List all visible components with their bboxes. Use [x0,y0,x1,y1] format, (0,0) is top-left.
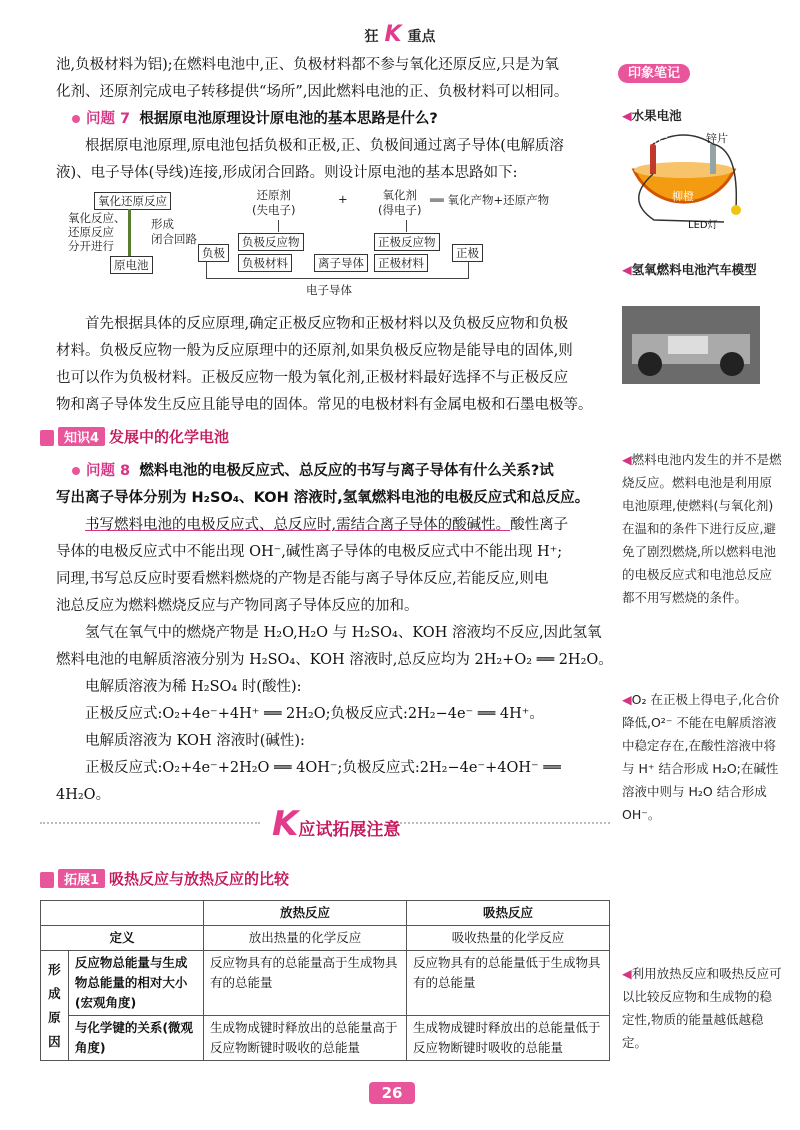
header-right: 重点 [407,29,436,45]
empty-cell [41,901,204,926]
table-row [41,951,610,1016]
box-cell: 原电池 [110,256,153,274]
box-neg-reactant: 负极反应物 [238,233,304,251]
note-text: 燃料电池内发生的并不是燃烧反应。燃料电池是利用原电池原理,使燃料(与氧化剂)在温和的条件下进行反应,避免了剧烈燃烧,所以燃料电池的电极反应式和电池总反应都不用写燃烧的条件。 [622,452,782,605]
split-text [68,211,126,253]
box-ion: 离子导体 [314,254,368,272]
text-line: 池总反应为燃料燃烧反应与产物同离子导体反应的加和。 [56,598,419,614]
box-pos-reactant: 正极反应物 [374,233,440,251]
fruit-battery-image [624,130,754,230]
note-header [618,62,690,81]
car-title [622,258,782,281]
paragraph-2 [56,311,616,419]
question-text: 写出离子导体分别为 H₂SO₄、KOH 溶液时,氢氧燃料电池的电极反应式和总反应。 [56,490,590,506]
car-chassis-illustration [622,306,760,384]
split-line: 分开进行 [68,239,114,253]
row-label: 与化学键的关系(微观角度) [68,1016,203,1061]
reductant-line: (失电子) [252,203,296,217]
text-line: 根据原电池原理,原电池包括负极和正极,正、负极间通过离子导体(电解质溶 [85,138,564,154]
label-cu: 铜片 [646,134,668,147]
text-line: 导体的电极反应式中不能出现 OH⁻,碱性离子导体的电极反应式中不能出现 H⁺; [56,544,563,560]
triangle-icon: ◀ [622,692,632,707]
form-line: 形成 [151,217,174,231]
triangle-icon: ◀ [622,108,632,123]
caption: 水果电池 [631,108,682,123]
question-tag: 问题 8 [86,463,131,479]
text-line: 化剂、还原剂完成电子转移提供“场所”,因此燃料电池的正、负极材料可以相同。 [56,84,569,100]
box-pos: 正极 [452,244,483,262]
header-endo: 吸热反应 [407,901,610,926]
question-tag: 问题 7 [86,111,131,127]
cell: 反应物具有的总能量低于生成物具有的总能量 [407,951,610,1016]
question-text: 燃料电池的电极反应式、总反应的书写与离子导体有什么关系?试 [139,463,554,479]
triangle-icon: ◀ [622,262,632,277]
connector [278,220,279,232]
page-number: 26 [369,1082,415,1104]
oxidant [378,188,421,218]
ext-1-heading [40,868,289,889]
label-zn: 锌片 [706,132,728,145]
header-k-logo: K [384,22,402,47]
box-pos-material: 正极材料 [374,254,428,272]
connector [206,262,207,278]
acid-equation: 正极反应式:O₂+4e⁻+4H⁺ ══ 2H₂O;负极反应式:2H₂−4e⁻ ══ 4H⁺。 [85,706,544,722]
section-tag: 知识4 [58,427,105,446]
plus-sign: + [338,192,348,206]
text-line: 首先根据具体的反应原理,确定正极反应物和正极材料以及负极反应物和负极 [85,316,569,332]
form-text [151,217,197,247]
text-line: 材料。负极反应物一般为反应原理中的还原剂,如果负极反应物是能导电的固体,则 [56,343,573,359]
section-tag: 拓展1 [58,869,105,888]
text-span: 酸性离子 [510,517,569,533]
text-line: 物和离子导体发生反应且能导电的固体。常见的电极材料有金属电极和石墨电极等。 [56,397,593,413]
side-note-1 [622,448,782,609]
oxidant-line: 氧化剂 [382,188,417,202]
label-orange: 柳橙 [672,190,694,203]
box-redox: 氧化还原反应 [94,192,171,210]
exam-banner [272,804,400,844]
main-top-text [56,52,616,106]
page-header [0,22,800,47]
table-header-row [41,901,610,926]
base-equation: 正极反应式:O₂+4e⁻+2H₂O ══ 4OH⁻;负极反应式:2H₂−4e⁻+4OH⁻ ══ 4H₂O。 [56,760,561,803]
text-line: 氢气在氧气中的燃烧产物是 H₂O,H₂O 与 H₂SO₄、KOH 溶液均不反应,因此氢氧 [85,625,602,641]
base-title: 电解质溶液为 KOH 溶液时(碱性): [85,733,305,749]
electron-label: 电子导体 [306,283,352,297]
split-line: 还原反应 [68,225,114,239]
note-text: O₂ 在正极上得电子,化合价降低,O²⁻ 不能在电解质溶液中稳定存在,在酸性溶液中将与 H⁺ 结合形成 H₂O;在碱性溶液中则与 H₂O 结合形成 OH⁻。 [622,692,780,822]
underlined-text: 书写燃料电池的电极反应式、总反应时,需结合离子导体的酸碱性。 [85,517,511,533]
k-logo-icon: K [272,804,299,844]
side-note-2 [622,688,782,826]
table-row [41,1016,610,1061]
question-8 [56,458,616,809]
cell: 吸收热量的化学反应 [407,926,610,951]
reductant [252,188,295,218]
row-label: 反应物总能量与生成物总能量的相对大小(宏观角度) [68,951,203,1016]
book-icon [40,430,54,446]
electron-line [206,278,469,279]
form-line: 闭合回路 [151,232,197,246]
connector [468,262,469,278]
cell: 生成物成键时释放出的总能量低于反应物断键时吸收的总能量 [407,1016,610,1061]
text-line: 燃料电池的电解质溶液分别为 H₂SO₄、KOH 溶液时,总反应均为 2H₂+O₂ ══ 2H₂O。 [56,652,613,668]
triangle-icon: ◀ [622,452,632,467]
caption: 氢氧燃料电池汽车模型 [631,262,757,277]
text-line: 池,负极材料为铝);在燃料电池中,正、负极材料都不参与氧化还原反应,只是为氧 [56,57,559,73]
box-neg-material: 负极材料 [238,254,292,272]
split-line: 氧化反应、 [68,211,126,225]
cell: 生成物成键时释放出的总能量高于反应物断键时吸收的总能量 [204,1016,407,1061]
dotted-divider [400,822,610,824]
book-icon [40,872,54,888]
label-led: LED灯 [688,220,718,231]
arrow-line [128,209,131,261]
section-title: 发展中的化学电池 [109,428,230,446]
question-text: 根据原电池原理设计原电池的基本思路是什么? [139,111,438,127]
acid-title: 电解质溶液为稀 H₂SO₄ 时(酸性): [85,679,302,695]
fruit-battery-title [622,104,782,127]
cause-label: 形成原因 [41,951,69,1061]
dotted-divider [40,822,260,824]
note-text: 利用放热反应和吸热反应可以比较反应物和生成物的稳定性,物质的能量越低越稳定。 [622,966,782,1050]
section-4-heading [40,426,229,447]
header-exo: 放热反应 [204,901,407,926]
text-line: 同理,书写总反应时要看燃料燃烧的产物是否能与离子导体反应,若能反应,则电 [56,571,549,587]
text-line: 液)、电子导体(导线)连接,形成闭合回路。则设计原电池的基本思路如下: [56,165,518,181]
oxidant-line: (得电子) [378,203,422,217]
question-7 [56,106,616,187]
products: ══ 氧化产物+还原产物 [430,193,550,207]
triangle-icon: ◀ [622,966,632,981]
box-neg: 负极 [198,244,229,262]
row-label: 定义 [41,926,204,951]
side-note-3 [622,962,782,1054]
table-row [41,926,610,951]
bullet-icon [72,115,80,123]
banner-title: 应试拓展注意 [298,820,401,840]
design-diagram [56,186,616,304]
section-title: 吸热反应与放热反应的比较 [109,870,290,888]
reductant-line: 还原剂 [256,188,291,202]
orange-battery-illustration [624,130,754,230]
text-line: 也可以作为负极材料。正极反应物一般为氧化剂,正极材料最好选择不与正极反应 [56,370,569,386]
bullet-icon [72,467,80,475]
note-tag: 印象笔记 [618,64,690,83]
header-left: 狂 [364,29,379,45]
car-model-image [622,306,760,384]
connector [406,220,407,232]
comparison-table [40,900,610,1061]
cell: 放出热量的化学反应 [204,926,407,951]
cell: 反应物具有的总能量高于生成物具有的总能量 [204,951,407,1016]
